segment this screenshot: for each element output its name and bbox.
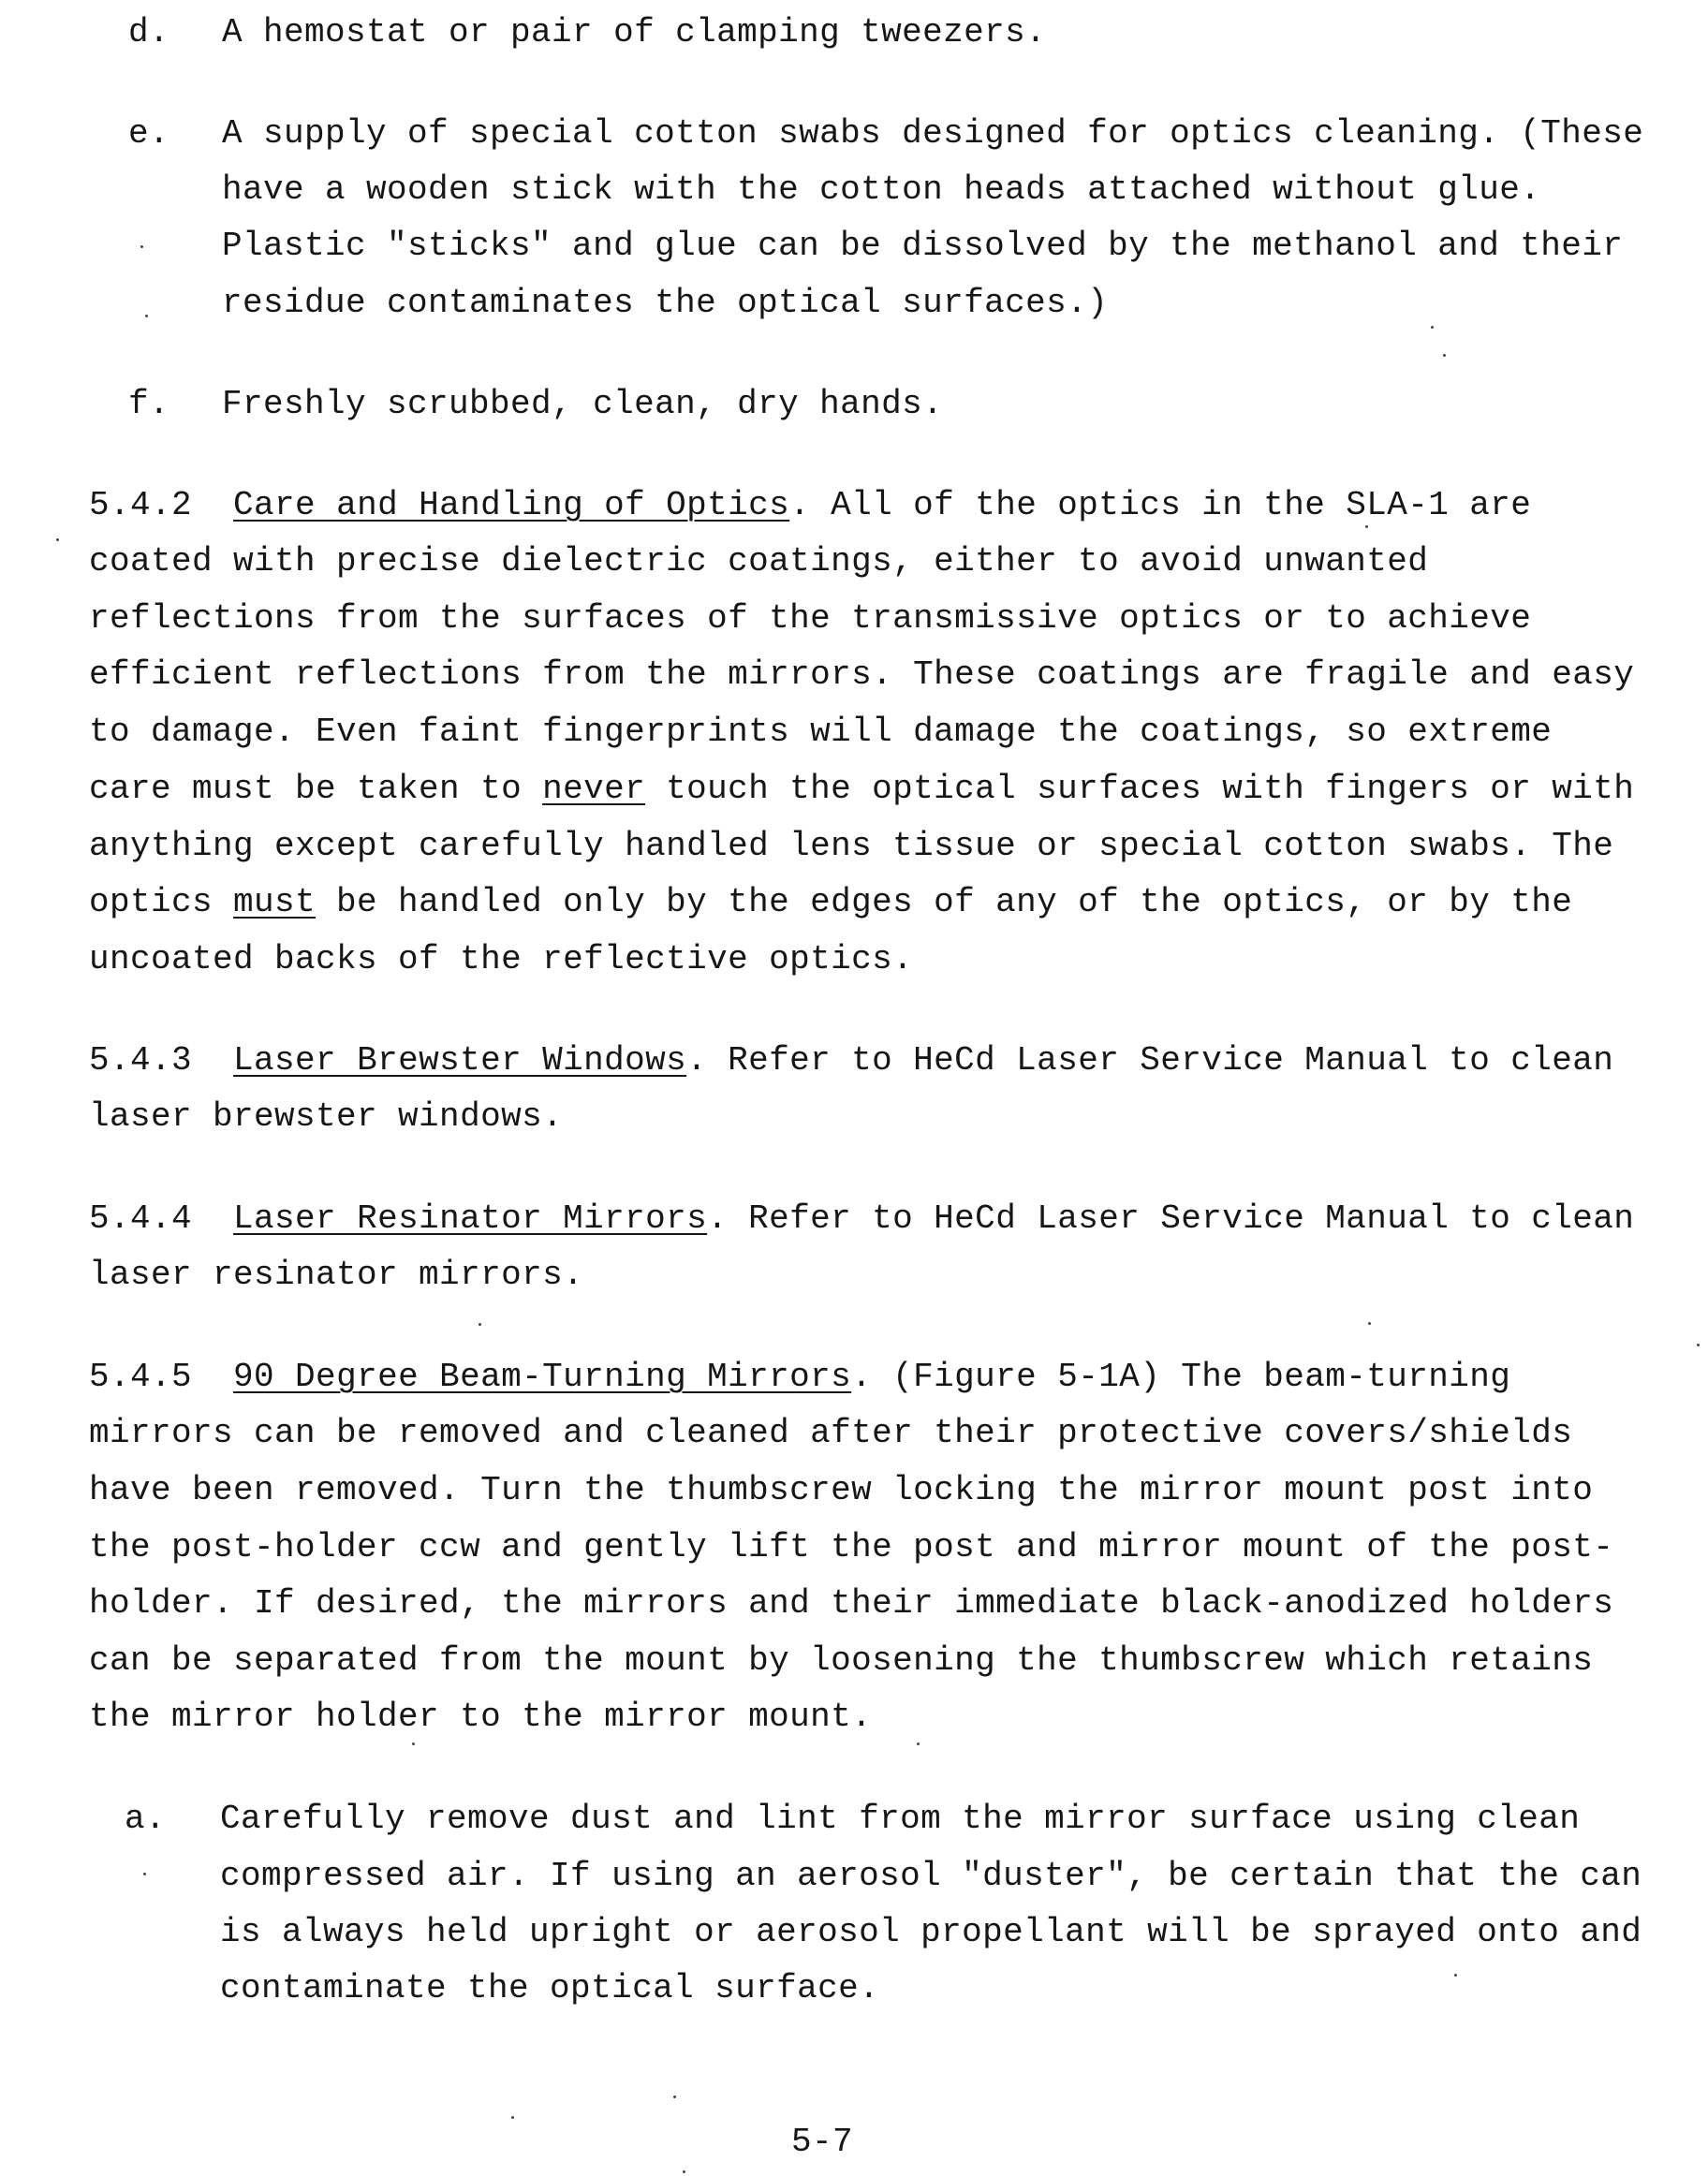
paragraph-line [89, 886, 1572, 919]
section-text: . Refer to HeCd Laser Service Manual to clean [707, 1199, 1634, 1238]
section-text: . (Figure 5-1A) The beam-turning [851, 1358, 1510, 1396]
scan-speck [1454, 1974, 1457, 1977]
scan-speck [1443, 354, 1446, 357]
list-item-text: have a wooden stick with the cotton heads attached without glue. [222, 173, 1540, 207]
scan-speck [673, 2095, 676, 2098]
scan-speck [479, 1323, 481, 1326]
list-item-text: A hemostat or pair of clamping tweezers. [222, 16, 1046, 50]
paragraph-text: be handled only by the edges of any of the optics, or by the [316, 883, 1572, 921]
section-text: . All of the optics in the SLA-1 are [789, 486, 1531, 524]
emphasis-must: must [233, 883, 316, 921]
paragraph-line: have been removed. Turn the thumbscrew locking the mirror mount post into [89, 1474, 1593, 1507]
scan-speck [1365, 525, 1368, 528]
paragraph-text: care must be taken to [89, 770, 542, 808]
section-title: Laser Resinator Mirrors [233, 1199, 707, 1238]
paragraph-line: uncoated backs of the reflective optics. [89, 943, 913, 977]
section-text: . Refer to HeCd Laser Service Manual to clean [686, 1041, 1613, 1080]
paragraph-text: optics [89, 883, 233, 921]
scan-speck [56, 538, 59, 541]
section-heading-line [89, 489, 1531, 522]
list-marker: a. [125, 1802, 166, 1836]
list-item-text: Plastic "sticks" and glue can be dissolved by the methanol and their [222, 229, 1623, 263]
paragraph-line: reflections from the surfaces of the transmissive optics or to achieve [89, 602, 1531, 636]
paragraph-line: laser resinator mirrors. [89, 1258, 583, 1292]
scan-speck [412, 1742, 415, 1745]
scan-speck [1697, 1344, 1700, 1346]
scan-speck [140, 245, 143, 248]
emphasis-never: never [542, 770, 645, 808]
list-marker: f. [128, 388, 169, 421]
list-item-text: Carefully remove dust and lint from the mirror surface using clean [220, 1802, 1580, 1836]
section-number: 5.4.4 [89, 1199, 192, 1238]
list-marker: d. [128, 16, 169, 50]
paragraph-line: holder. If desired, the mirrors and their immediate black-anodized holders [89, 1587, 1613, 1621]
page-number: 5-7 [791, 2125, 853, 2159]
section-number: 5.4.2 [89, 486, 192, 524]
paragraph-line: can be separated from the mount by loosening the thumbscrew which retains [89, 1644, 1593, 1678]
scan-speck [1431, 326, 1434, 329]
section-title: Laser Brewster Windows [233, 1041, 686, 1080]
paragraph-text: touch the optical surfaces with fingers or with [645, 770, 1634, 808]
paragraph-line [89, 772, 1634, 806]
paragraph-line: mirrors can be removed and cleaned after their protective covers/shields [89, 1417, 1572, 1450]
scan-speck [917, 1742, 920, 1745]
scan-speck [145, 315, 148, 317]
section-number: 5.4.5 [89, 1358, 192, 1396]
scan-speck [683, 2170, 685, 2173]
list-item-text: Freshly scrubbed, clean, dry hands. [222, 388, 943, 421]
scan-speck [511, 2116, 514, 2119]
list-item-text: is always held upright or aerosol propellant will be sprayed onto and [220, 1916, 1642, 1949]
paragraph-line: coated with precise dielectric coatings, either to avoid unwanted [89, 545, 1428, 579]
paragraph-line: efficient reflections from the mirrors. These coatings are fragile and easy [89, 658, 1634, 692]
paragraph-line: anything except carefully handled lens tissue or special cotton swabs. The [89, 830, 1613, 863]
section-heading-line [89, 1044, 1613, 1078]
section-title: Care and Handling of Optics [233, 486, 789, 524]
scan-speck [143, 1873, 146, 1875]
scan-speck [1368, 1322, 1371, 1325]
list-marker: e. [128, 117, 169, 151]
paragraph-line: to damage. Even faint fingerprints will damage the coatings, so extreme [89, 715, 1552, 749]
section-heading-line [89, 1202, 1634, 1236]
paragraph-line: the mirror holder to the mirror mount. [89, 1700, 872, 1734]
list-item-text: A supply of special cotton swabs designed for optics cleaning. (These [222, 117, 1643, 151]
section-number: 5.4.3 [89, 1041, 192, 1080]
list-item-text: compressed air. If using an aerosol "duster", be certain that the can [220, 1860, 1642, 1893]
section-heading-line [89, 1360, 1510, 1394]
list-item-text: contaminate the optical surface. [220, 1972, 879, 2006]
list-item-text: residue contaminates the optical surfaces.) [222, 287, 1108, 320]
paragraph-line: laser brewster windows. [89, 1100, 563, 1134]
paragraph-line: the post-holder ccw and gently lift the post and mirror mount of the post- [89, 1531, 1613, 1565]
section-title: 90 Degree Beam-Turning Mirrors [233, 1358, 851, 1396]
